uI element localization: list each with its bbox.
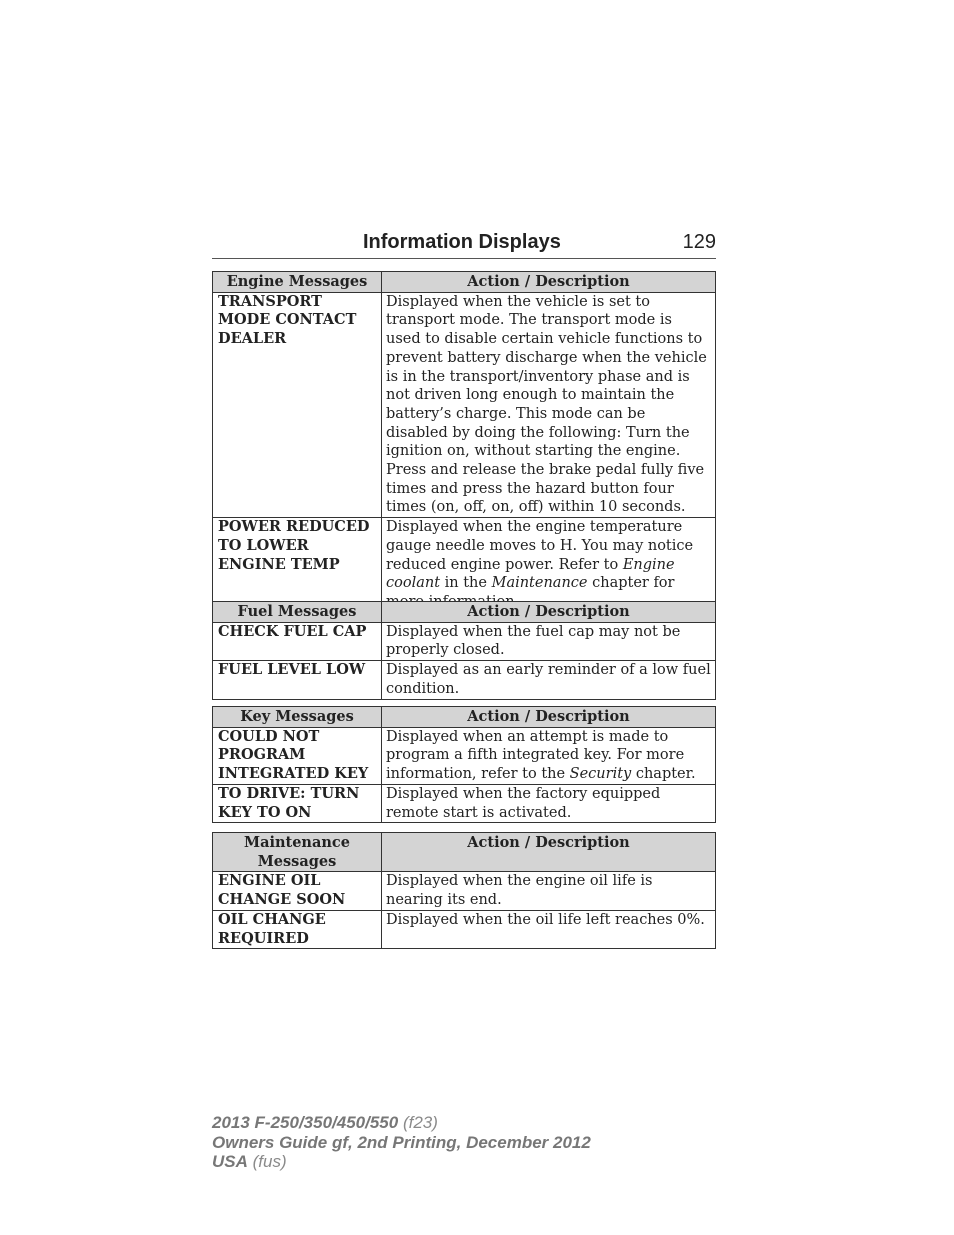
message-description: Displayed when the vehicle is set to transport mode. The transport mode is used to disable certain vehicle functions to prevent battery discharge when the vehicle is in the transport/inventory phase and is not driven long enough to maintain the battery’s charge. This mode can be disabled by doing the following: Turn the ignition on, without starting the engine. Press and release the brake pedal fully five times and press the hazard button four times (on, off, on, off) within 10 seconds. bbox=[382, 292, 716, 517]
footer-line bbox=[212, 1113, 712, 1133]
footer-line bbox=[212, 1133, 712, 1153]
message-name: TRANSPORT MODE CONTACT DEALER bbox=[213, 292, 382, 517]
table-header-row bbox=[213, 707, 716, 728]
page-number: 129 bbox=[682, 231, 716, 253]
description-text: Displayed when an attempt is made to program a fifth integrated key. For more information, refer to the bbox=[386, 728, 685, 783]
message-description: Displayed when the engine oil life is nearing its end. bbox=[382, 872, 716, 910]
cross-reference-engine-coolant: Engine coolant bbox=[386, 556, 675, 592]
footer-market: USA bbox=[212, 1152, 248, 1171]
message-name: FUEL LEVEL LOW bbox=[213, 661, 382, 699]
description-text: chapter for bbox=[592, 575, 675, 592]
message-name: POWER REDUCED TO LOWER ENGINE TEMP bbox=[213, 518, 382, 613]
footer-edition: Owners Guide gf, 2nd Printing, December 2012 bbox=[212, 1132, 591, 1152]
column-header: Action / Description bbox=[382, 833, 716, 872]
table-row bbox=[213, 661, 716, 699]
table-header-row bbox=[213, 272, 716, 293]
message-name: TO DRIVE: TURN KEY TO ON bbox=[213, 784, 382, 822]
message-name: ENGINE OIL CHANGE SOON bbox=[213, 872, 382, 910]
description-text: in the bbox=[440, 575, 492, 592]
description-text: Displayed when the engine temperature gauge needle moves to H. You may notice reduced engine power. Refer to bbox=[386, 519, 694, 573]
page-header bbox=[212, 230, 716, 259]
footer-code: (f23) bbox=[398, 1113, 438, 1132]
footer-line bbox=[212, 1152, 712, 1172]
table-row bbox=[213, 622, 716, 660]
message-description bbox=[382, 518, 716, 613]
footer-code: (fus) bbox=[247, 1152, 287, 1171]
maintenance-messages-table bbox=[212, 832, 716, 949]
message-name: CHECK FUEL CAP bbox=[213, 622, 382, 660]
message-description: Displayed when the oil life left reaches 0%. bbox=[382, 910, 716, 948]
message-description: Displayed when the factory equipped remote start is activated. bbox=[382, 784, 716, 822]
table-row bbox=[213, 910, 716, 948]
page-title: Information Displays bbox=[363, 231, 561, 253]
message-description: Displayed as an early reminder of a low fuel condition. bbox=[382, 661, 716, 699]
message-description bbox=[382, 727, 716, 784]
engine-messages-table bbox=[212, 271, 716, 613]
page-footer bbox=[212, 1113, 712, 1172]
description-text: chapter. bbox=[631, 766, 696, 783]
cross-reference-maintenance: Maintenance bbox=[491, 575, 588, 592]
column-header: Action / Description bbox=[382, 602, 716, 623]
column-header: Maintenance Messages bbox=[213, 833, 382, 872]
column-header: Engine Messages bbox=[213, 272, 382, 293]
column-header: Action / Description bbox=[382, 707, 716, 728]
table-row bbox=[213, 872, 716, 910]
message-name: COULD NOT PROGRAM INTEGRATED KEY bbox=[213, 727, 382, 784]
table-header-row bbox=[213, 833, 716, 872]
table-header-row bbox=[213, 602, 716, 623]
column-header: Fuel Messages bbox=[213, 602, 382, 623]
message-description: Displayed when the fuel cap may not be properly closed. bbox=[382, 622, 716, 660]
key-messages-table bbox=[212, 706, 716, 823]
table-row bbox=[213, 727, 716, 784]
column-header: Key Messages bbox=[213, 707, 382, 728]
cross-reference-security: Security bbox=[569, 766, 632, 783]
fuel-messages-table bbox=[212, 601, 716, 700]
message-name: OIL CHANGE REQUIRED bbox=[213, 910, 382, 948]
table-row bbox=[213, 518, 716, 613]
table-row bbox=[213, 784, 716, 822]
table-row bbox=[213, 292, 716, 517]
footer-model: 2013 F-250/350/450/550 bbox=[212, 1113, 399, 1132]
column-header: Action / Description bbox=[382, 272, 716, 293]
